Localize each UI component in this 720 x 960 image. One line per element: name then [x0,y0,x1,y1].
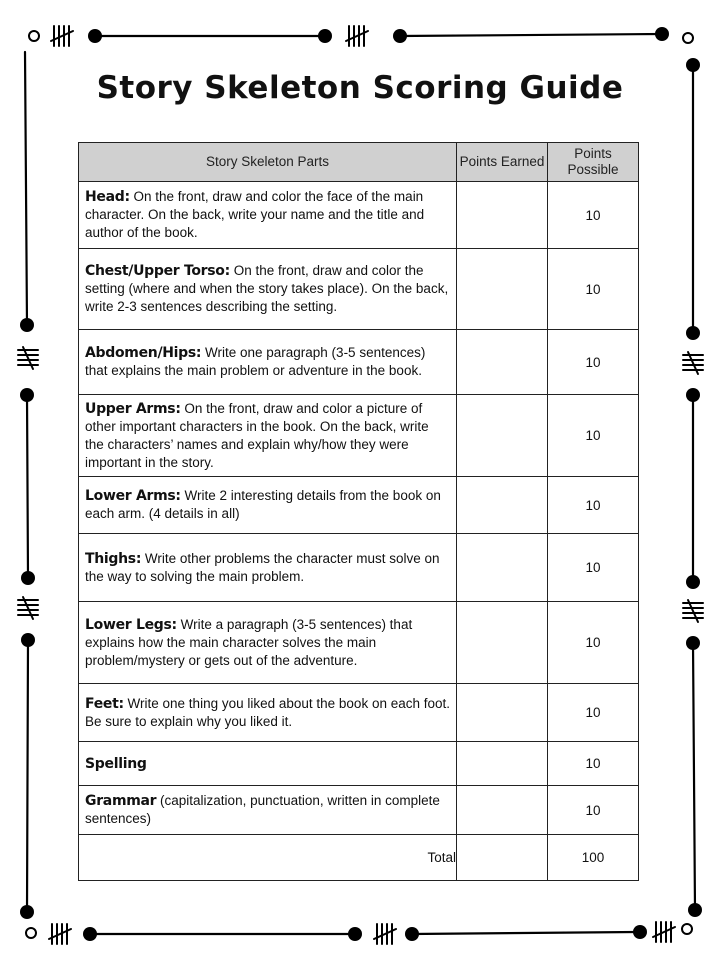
part-text: Write one paragraph (3-5 sentences) that explains the main problem or adventure in the book. [85,345,426,378]
row-description [79,534,457,602]
table-row [79,182,639,249]
table-row [79,330,639,395]
part-text: Write 2 interesting details from the book on each arm. (4 details in all) [85,488,441,521]
part-text: Write other problems the character must solve on the way to solving the main problem. [85,550,440,584]
row-description [79,786,457,835]
table-row [79,395,639,477]
table-row [79,477,639,534]
points-possible-cell: 10 [548,684,639,742]
part-name: Thighs: [85,550,142,567]
points-earned-cell[interactable] [457,249,548,330]
row-description [79,249,457,330]
total-possible-cell: 100 [548,835,639,881]
points-earned-cell[interactable] [457,602,548,684]
row-description [79,602,457,684]
points-possible-cell: 10 [548,786,639,835]
part-text: On the front, draw and color a picture of other important characters in the book. On the back, write the characters’ names and explain why/how they were important in the story. [85,400,429,470]
points-possible-cell: 10 [548,249,639,330]
header-earned: Points Earned [457,143,548,182]
table-row [79,786,639,835]
points-earned-cell[interactable] [457,330,548,395]
points-possible-cell: 10 [548,477,639,534]
row-description [79,182,457,249]
page-title: Story Skeleton Scoring Guide [96,70,624,106]
points-earned-cell[interactable] [457,182,548,249]
points-possible-cell: 10 [548,395,639,477]
points-possible-cell: 10 [548,742,639,786]
points-possible-cell: 10 [548,182,639,249]
row-description [79,684,457,742]
part-name: Grammar [85,793,157,809]
part-text: Write a paragraph (3-5 sentences) that explains how the main character solves the main problem/mystery or gets out of the adventure. [85,616,413,668]
part-name: Spelling [85,755,147,772]
points-earned-cell[interactable] [457,684,548,742]
points-earned-cell[interactable] [457,742,548,786]
scoring-table [78,142,639,881]
points-earned-cell[interactable] [457,395,548,477]
points-earned-cell[interactable] [457,534,548,602]
part-name: Abdomen/Hips: [85,345,202,361]
points-earned-cell[interactable] [457,477,548,534]
table-row [79,742,639,786]
part-name: Lower Legs: [85,616,177,633]
table-row [79,602,639,684]
row-description [79,742,457,786]
part-name: Head: [85,189,130,205]
total-earned-cell[interactable] [457,835,548,881]
points-possible-cell: 10 [548,534,639,602]
table-row [79,534,639,602]
part-text: (capitalization, punctuation, written in complete sentences) [85,793,440,826]
total-label: Total [79,835,457,881]
points-possible-cell: 10 [548,330,639,395]
part-text: Write one thing you liked about the book on each foot. Be sure to explain why you liked it. [85,695,451,729]
part-text: On the front, draw and color the setting (where and when the story takes place). On the back, write 2-3 sentences describing the setting. [85,263,449,314]
points-possible-cell: 10 [548,602,639,684]
table-header-row [79,143,639,182]
part-text: On the front, draw and color the face of the main character. On the back, write your name and the title and author of the book. [85,189,425,240]
row-description [79,395,457,477]
header-possible: Points Possible [548,143,639,182]
part-name: Feet: [85,695,124,712]
table-row [79,249,639,330]
table-row [79,684,639,742]
row-description [79,477,457,534]
points-earned-cell[interactable] [457,786,548,835]
header-parts: Story Skeleton Parts [79,143,457,182]
part-name: Lower Arms: [85,488,181,504]
part-name: Upper Arms: [85,400,181,417]
row-description [79,330,457,395]
part-name: Chest/Upper Torso: [85,263,230,279]
total-row [79,835,639,881]
